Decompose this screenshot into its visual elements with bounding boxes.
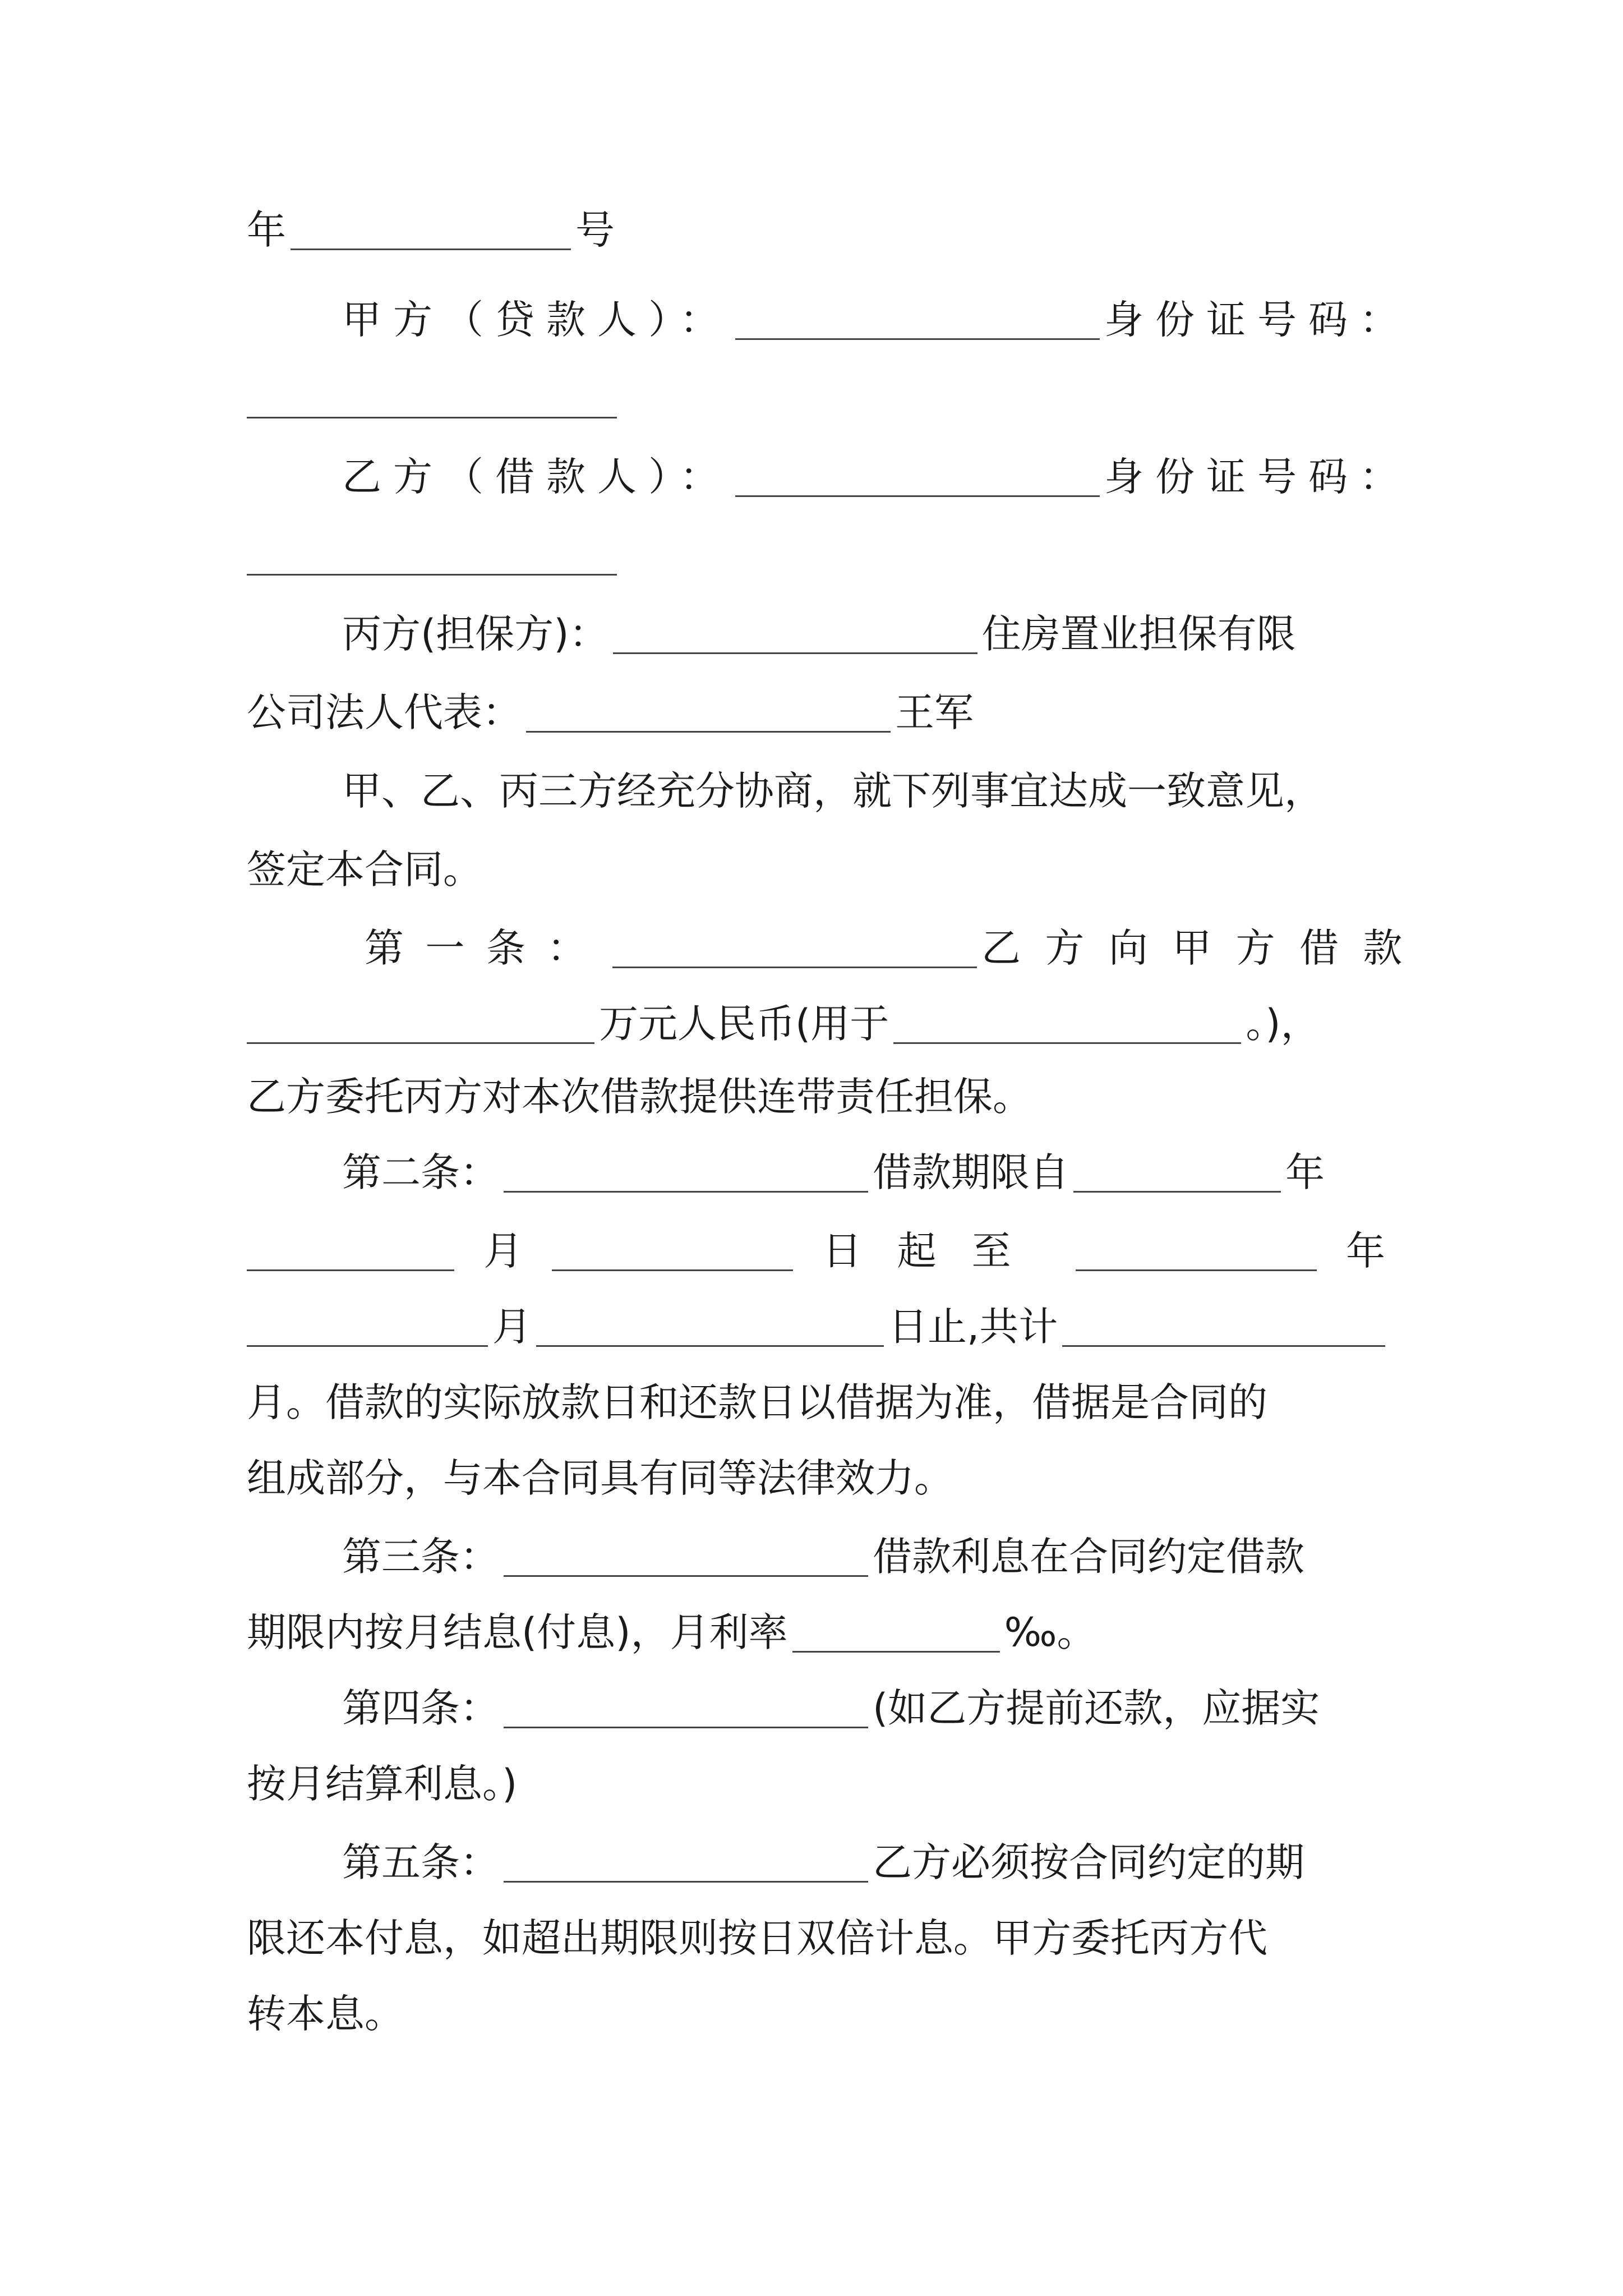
article1-text-4: 乙方委托丙方对本次借款提供连带责任担保。 [247, 1074, 1032, 1120]
article5-text-1: 乙方必须按合同约定的期 [873, 1839, 1304, 1885]
article2-end-day-blank [536, 1310, 884, 1347]
article2-year-1: 年 [1285, 1149, 1325, 1195]
article1-label: 第一条： [365, 925, 608, 971]
party-b-id-label: 身份证号码： [1104, 454, 1410, 500]
article2-blank-1 [504, 1156, 868, 1193]
party-a-id-line [247, 370, 1385, 426]
article1-text-2: 万元人民币(用于 [599, 1001, 889, 1047]
article5-line-3 [247, 1986, 1385, 2042]
article2-start-day: 日起至 [822, 1228, 1046, 1274]
party-a-line [247, 292, 1410, 348]
header-line [247, 202, 1385, 258]
party-c-rep-name: 王军 [895, 689, 974, 735]
party-b-line [247, 449, 1410, 505]
article2-start-day-blank [552, 1235, 793, 1271]
article3-label: 第三条： [342, 1534, 499, 1580]
article4-text-2: 按月结算利息。) [247, 1761, 518, 1807]
year-label: 年 [247, 207, 286, 253]
party-c-line [247, 606, 1385, 662]
intro-text-1: 甲、乙、丙三方经充分协商，就下列事宜达成一致意见， [342, 768, 1324, 814]
article2-text-1: 借款期限自 [873, 1149, 1069, 1195]
article4-line-1 [247, 1680, 1385, 1736]
party-c-rep-label: 公司法人代表： [247, 689, 522, 735]
article2-label: 第二条： [342, 1149, 499, 1195]
article2-start-year-blank [1073, 1156, 1281, 1193]
article3-line-2 [247, 1604, 1385, 1660]
article2-month-2: 月 [492, 1304, 532, 1350]
article3-text-3: ‰。 [1004, 1609, 1096, 1655]
party-c-label: 丙方(担保方)： [342, 611, 608, 657]
article5-line-2 [247, 1910, 1385, 1966]
party-c-blank [613, 618, 978, 654]
article1-line-3 [247, 1069, 1385, 1125]
party-c-rep-line [247, 684, 1385, 740]
article4-label: 第四条： [342, 1685, 499, 1731]
article3-blank-1 [504, 1540, 868, 1577]
article5-blank-1 [504, 1846, 868, 1883]
party-a-id-label: 身份证号码： [1104, 297, 1410, 343]
article3-rate-blank [792, 1616, 1000, 1653]
intro-line-2 [247, 841, 1385, 898]
party-c-rep-blank [526, 696, 891, 733]
party-a-label: 甲方（贷款人）： [342, 297, 731, 343]
article1-text-1: 乙方向甲方借款 [981, 925, 1427, 971]
article2-line-1 [247, 1144, 1385, 1200]
article2-text-2: 月。借款的实际放款日和还款日以借据为准，借据是合同的 [247, 1379, 1267, 1425]
party-b-name-blank [735, 461, 1100, 497]
party-b-label: 乙方（借款人）： [342, 454, 731, 500]
article3-text-2: 期限内按月结息(付息)，月利率 [247, 1609, 788, 1655]
intro-line-1 [247, 763, 1385, 819]
article1-amount-blank [247, 1007, 594, 1044]
article3-line-1 [247, 1529, 1385, 1585]
article5-text-2: 限还本付息，如超出期限则按日双倍计息。甲方委托丙方代 [247, 1915, 1267, 1961]
article2-end-month-blank [247, 1310, 488, 1347]
article5-label: 第五条： [342, 1839, 499, 1885]
article2-line-5 [247, 1450, 1385, 1506]
article4-blank-1 [504, 1692, 868, 1728]
party-b-id-blank [247, 539, 617, 576]
party-b-id-line [247, 527, 1385, 583]
article5-line-1 [247, 1834, 1385, 1890]
number-label: 号 [575, 207, 615, 253]
article1-purpose-blank [893, 1007, 1241, 1044]
article2-year-2: 年 [1345, 1228, 1385, 1274]
article2-total-blank [1062, 1310, 1385, 1347]
party-a-name-blank [735, 303, 1100, 340]
article1-line-1 [247, 920, 1427, 976]
party-c-company: 住房置业担保有限 [981, 611, 1296, 657]
article2-line-2 [247, 1223, 1385, 1279]
article2-start-month-blank [247, 1235, 454, 1271]
article4-line-2 [247, 1756, 1385, 1812]
article2-line-4 [247, 1374, 1385, 1430]
article4-text-1: (如乙方提前还款，应据实 [873, 1685, 1320, 1731]
article1-text-3: 。)， [1246, 1001, 1320, 1047]
intro-text-2: 签定本合同。 [247, 846, 482, 892]
article1-blank-1 [612, 932, 977, 968]
article1-line-2 [247, 996, 1385, 1052]
article2-month-1: 月 [483, 1228, 523, 1274]
article2-text-3: 组成部分，与本合同具有同等法律效力。 [247, 1455, 953, 1501]
article3-text-1: 借款利息在合同约定借款 [873, 1534, 1304, 1580]
number-blank [291, 214, 571, 250]
article2-line-3 [247, 1299, 1385, 1355]
article5-text-3: 转本息。 [247, 1991, 404, 2037]
article2-end-day: 日止,共计 [888, 1304, 1058, 1350]
party-a-id-blank [247, 382, 617, 418]
article2-end-year-blank [1076, 1235, 1317, 1271]
